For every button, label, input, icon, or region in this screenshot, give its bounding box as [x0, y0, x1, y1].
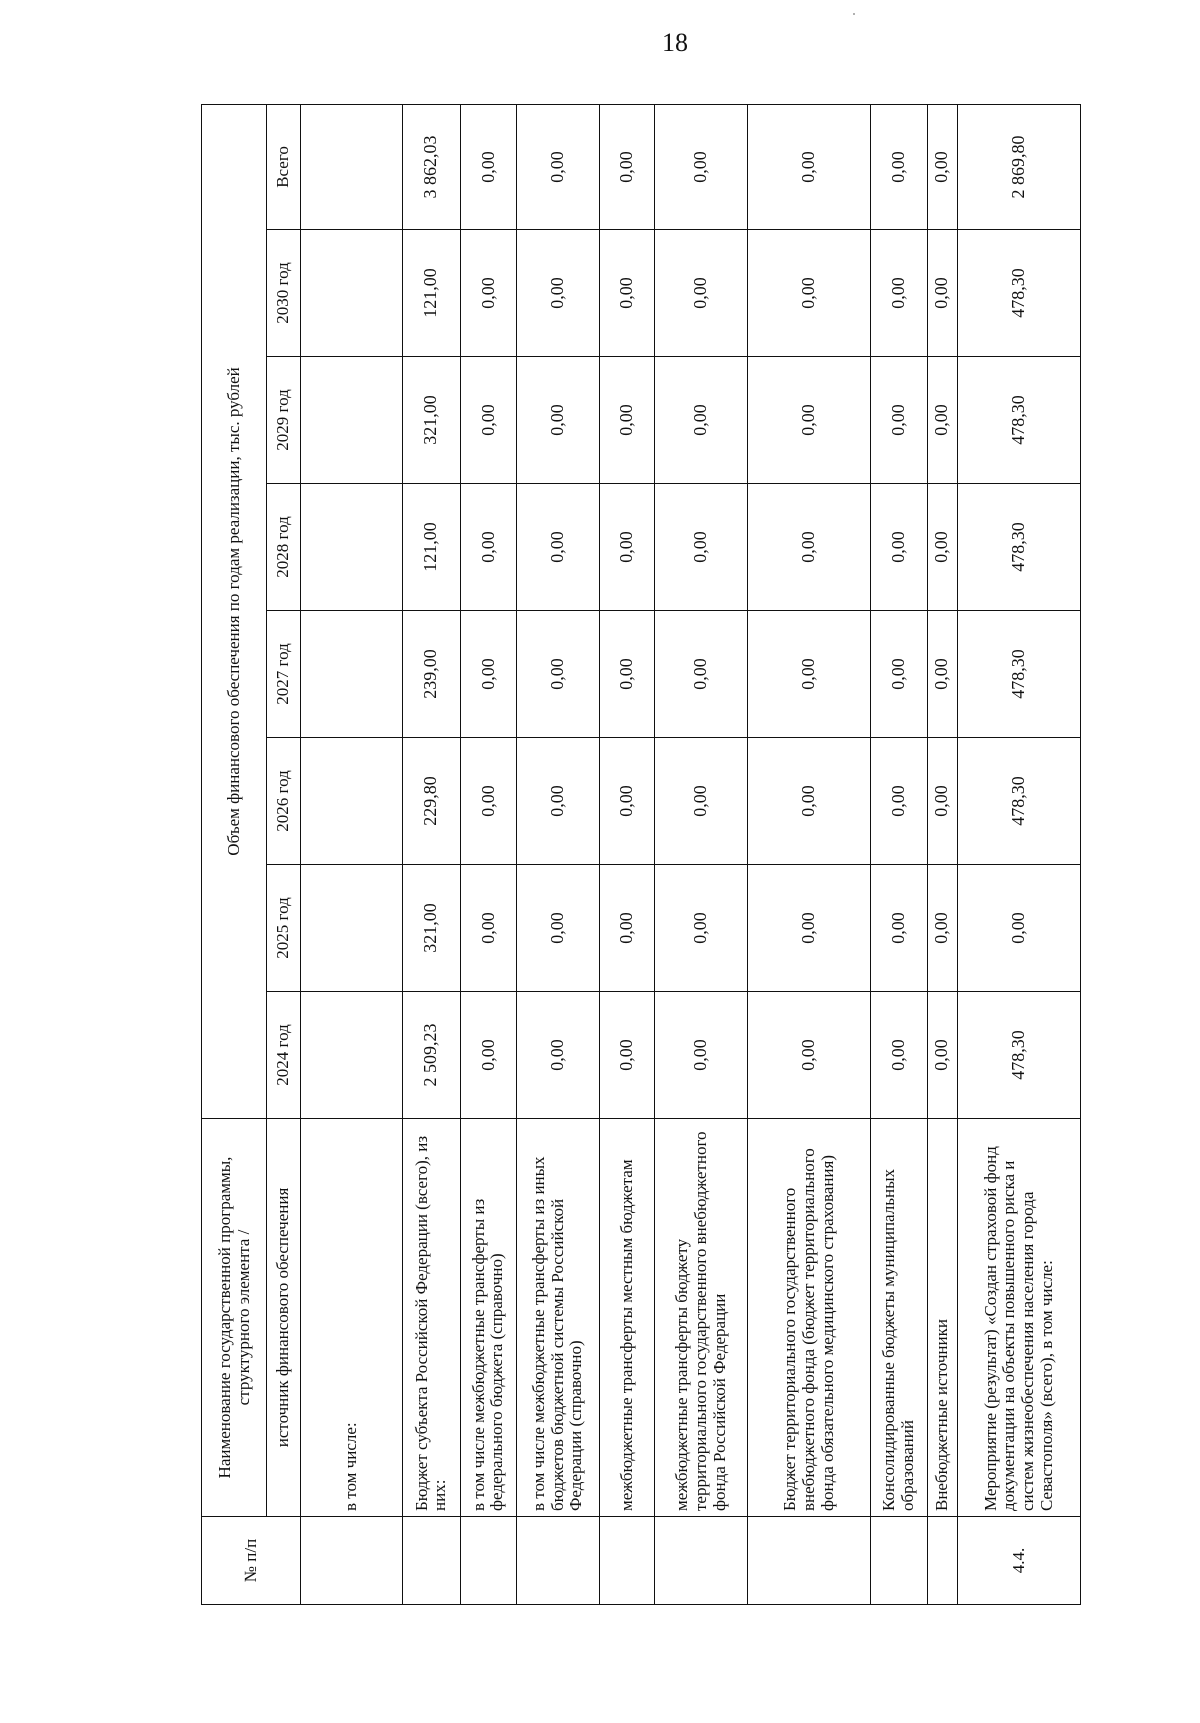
cell-value: 0,00 [517, 357, 600, 484]
cell-value: 0,00 [517, 611, 600, 738]
cell-value: 0,00 [748, 992, 871, 1119]
cell-value: 0,00 [517, 484, 600, 611]
row-num [402, 1517, 460, 1605]
cell-value: 0,00 [748, 865, 871, 992]
cell-value: 0,00 [871, 357, 927, 484]
cell-value: 0,00 [927, 865, 957, 992]
row-num [517, 1517, 600, 1605]
header-year-2025: 2025 год [267, 865, 301, 992]
table-body [301, 104, 1081, 1604]
row-num [655, 1517, 748, 1605]
header-name-bottom: источник финансового обеспечения [267, 1119, 301, 1517]
cell-value [301, 865, 403, 992]
table-row [460, 104, 516, 1604]
cell-value: 0,00 [655, 738, 748, 865]
cell-value: 0,00 [460, 738, 516, 865]
cell-value: 0,00 [517, 104, 600, 229]
header-year-2030: 2030 год [267, 230, 301, 357]
cell-value: 0,00 [460, 357, 516, 484]
cell-value [301, 738, 403, 865]
cell-value: 0,00 [927, 484, 957, 611]
cell-value: 0,00 [655, 357, 748, 484]
cell-value [301, 230, 403, 357]
table-row [957, 104, 1080, 1604]
cell-value [301, 104, 403, 229]
scan-speck [853, 13, 855, 15]
cell-value: 0,00 [600, 738, 655, 865]
cell-value: 0,00 [748, 230, 871, 357]
cell-value: 478,30 [957, 611, 1080, 738]
cell-value: 0,00 [871, 738, 927, 865]
cell-value: 0,00 [748, 357, 871, 484]
cell-value: 121,00 [402, 484, 460, 611]
cell-value [301, 611, 403, 738]
cell-value: 0,00 [600, 484, 655, 611]
cell-value: 0,00 [655, 104, 748, 229]
cell-value: 0,00 [927, 357, 957, 484]
row-name: Мероприятие (результат) «Создан страховой фонд документации на объекты повышенного риска и систем жизнеобеспечения населения города Севастополя» (всего), в том числе: [957, 1119, 1080, 1517]
row-num [460, 1517, 516, 1605]
financing-table [201, 104, 1081, 1605]
header-year-2028: 2028 год [267, 484, 301, 611]
row-num [927, 1517, 957, 1605]
cell-value: 0,00 [748, 104, 871, 229]
cell-value: 0,00 [517, 738, 600, 865]
table-header [202, 104, 301, 1604]
cell-value: 0,00 [871, 865, 927, 992]
row-name: Бюджет территориального государственного внебюджетного фонда (бюджет территориального фонда обязательного медицинского страхования) [748, 1119, 871, 1517]
cell-value: 0,00 [957, 865, 1080, 992]
table-row [301, 104, 403, 1604]
cell-value [301, 992, 403, 1119]
cell-value: 0,00 [600, 357, 655, 484]
cell-value: 0,00 [517, 865, 600, 992]
cell-value: 0,00 [460, 484, 516, 611]
cell-value [301, 484, 403, 611]
cell-value [301, 357, 403, 484]
cell-value: 0,00 [871, 484, 927, 611]
cell-value: 478,30 [957, 357, 1080, 484]
header-year-2029: 2029 год [267, 357, 301, 484]
row-num [748, 1517, 871, 1605]
cell-value: 478,30 [957, 738, 1080, 865]
cell-value: 0,00 [871, 992, 927, 1119]
cell-value: 0,00 [655, 992, 748, 1119]
cell-value: 0,00 [748, 611, 871, 738]
table-row [871, 104, 927, 1604]
header-year-2026: 2026 год [267, 738, 301, 865]
cell-value: 0,00 [460, 992, 516, 1119]
row-name: Бюджет субъекта Российской Федерации (всего), из них: [402, 1119, 460, 1517]
header-total: Всего [267, 104, 301, 229]
row-num [871, 1517, 927, 1605]
table-row [517, 104, 600, 1604]
row-name: в том числе: [301, 1119, 403, 1517]
cell-value: 478,30 [957, 230, 1080, 357]
cell-value: 229,80 [402, 738, 460, 865]
cell-value: 0,00 [460, 104, 516, 229]
header-volume: Объем финансового обеспечения по годам реализации, тыс. рублей [202, 104, 267, 1118]
header-year-2027: 2027 год [267, 611, 301, 738]
cell-value: 0,00 [460, 230, 516, 357]
cell-value: 0,00 [927, 992, 957, 1119]
row-name: в том числе межбюджетные трансферты из федерального бюджета (справочно) [460, 1119, 516, 1517]
cell-value: 0,00 [927, 230, 957, 357]
cell-value: 321,00 [402, 357, 460, 484]
cell-value: 0,00 [460, 611, 516, 738]
cell-value: 0,00 [871, 104, 927, 229]
cell-value: 0,00 [927, 611, 957, 738]
cell-value: 0,00 [600, 611, 655, 738]
cell-value: 2 509,23 [402, 992, 460, 1119]
cell-value: 0,00 [600, 865, 655, 992]
row-num [600, 1517, 655, 1605]
header-num: № п/п [202, 1517, 301, 1605]
row-name: Консолидированные бюджеты муниципальных образований [871, 1119, 927, 1517]
table-row [748, 104, 871, 1604]
cell-value: 3 862,03 [402, 104, 460, 229]
row-name: межбюджетные трансферты местным бюджетам [600, 1119, 655, 1517]
table-row [655, 104, 748, 1604]
cell-value: 478,30 [957, 992, 1080, 1119]
cell-value: 0,00 [748, 738, 871, 865]
cell-value: 0,00 [600, 230, 655, 357]
cell-value: 478,30 [957, 484, 1080, 611]
cell-value: 0,00 [655, 865, 748, 992]
cell-value: 121,00 [402, 230, 460, 357]
cell-value: 321,00 [402, 865, 460, 992]
cell-value: 0,00 [748, 484, 871, 611]
cell-value: 0,00 [655, 230, 748, 357]
cell-value: 0,00 [927, 104, 957, 229]
cell-value: 0,00 [871, 230, 927, 357]
row-name: Внебюджетные источники [927, 1119, 957, 1517]
cell-value: 0,00 [460, 865, 516, 992]
cell-value: 0,00 [600, 104, 655, 229]
cell-value: 0,00 [871, 611, 927, 738]
page-number: 18 [662, 28, 688, 57]
row-name: в том числе межбюджетные трансферты из иных бюджетов бюджетной системы Российской Федерации (справочно) [517, 1119, 600, 1517]
cell-value: 0,00 [655, 484, 748, 611]
cell-value: 0,00 [655, 611, 748, 738]
cell-value: 0,00 [517, 230, 600, 357]
header-name-top: Наименование государственной программы, структурного элемента / [202, 1119, 267, 1517]
row-name: межбюджетные трансферты бюджету территориального государственного внебюджетного фонда Российской Федерации [655, 1119, 748, 1517]
rotated-table-wrapper [201, 105, 1081, 1605]
cell-value: 239,00 [402, 611, 460, 738]
row-num [301, 1517, 403, 1605]
table-row [600, 104, 655, 1604]
cell-value: 0,00 [927, 738, 957, 865]
header-year-2024: 2024 год [267, 992, 301, 1119]
table-row [927, 104, 957, 1604]
table-row [402, 104, 460, 1604]
cell-value: 0,00 [600, 992, 655, 1119]
row-num: 4.4. [957, 1517, 1080, 1605]
cell-value: 2 869,80 [957, 104, 1080, 229]
cell-value: 0,00 [517, 992, 600, 1119]
